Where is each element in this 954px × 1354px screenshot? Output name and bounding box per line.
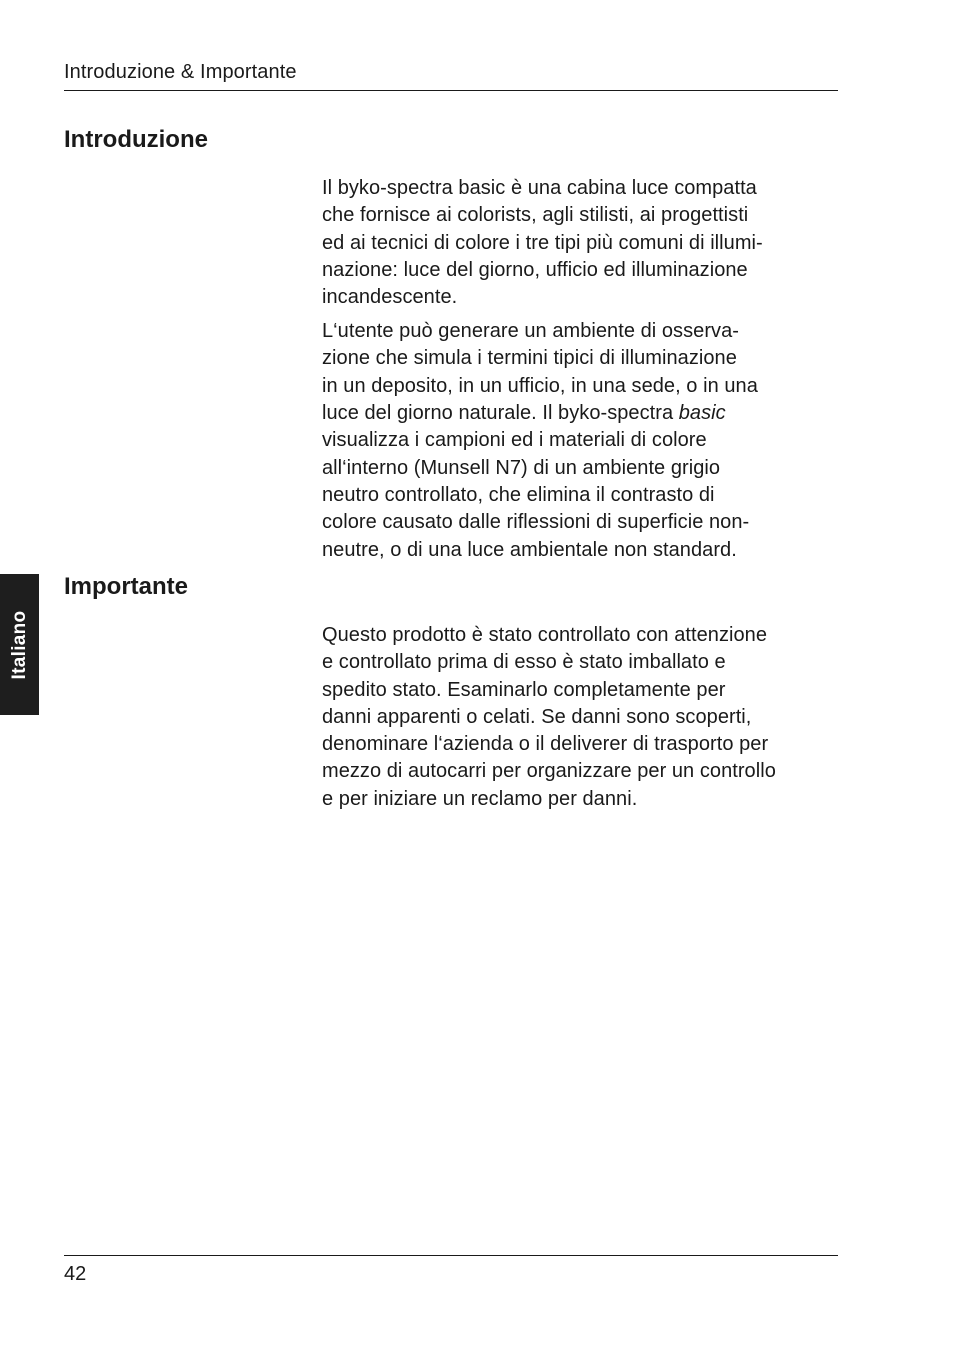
introduzione-body	[322, 175, 844, 564]
text-line: Il byko-spectra basic è una cabina luce compatta	[322, 177, 757, 199]
text-run: luce del giorno naturale. Il byko-spectra	[322, 402, 679, 425]
italic-product-name: basic	[678, 402, 726, 425]
text-line: neutre, o di una luce ambientale non standard.	[322, 538, 737, 561]
text-line: colore causato dalle riflessioni di superficie non-	[322, 511, 750, 534]
text-line: L‘utente può generare un ambiente di osserva-	[322, 320, 739, 343]
text-line	[322, 400, 844, 427]
text-line: che fornisce ai colorists, agli stilisti, ai progettisti	[322, 204, 749, 227]
text-line: Questo prodotto è stato controllato con attenzione	[322, 624, 768, 646]
text-line: danni apparenti o celati. Se danni sono scoperti,	[322, 705, 752, 728]
language-tab-label: Italiano	[8, 610, 30, 679]
importante-body	[322, 622, 844, 813]
text-line: zione che simula i termini tipici di illuminazione	[322, 347, 737, 370]
text-line: spedito stato. Esaminarlo completamente per	[322, 678, 726, 701]
text-line: neutro controllato, che elimina il contrasto di	[322, 483, 715, 506]
section-heading-introduzione: Introduzione	[64, 126, 208, 153]
text-line: all‘interno (Munsell N7) di un ambiente grigio	[322, 456, 721, 479]
header-rule	[64, 90, 838, 91]
text-line: mezzo di autocarri per organizzare per un controllo	[322, 760, 776, 783]
section-heading-importante: Importante	[64, 573, 189, 600]
text-line: incandescente.	[322, 286, 458, 309]
text-line: ed ai tecnici di colore i tre tipi più comuni di illumi-	[322, 231, 763, 254]
page-number: 42	[64, 1263, 87, 1285]
text-line: in un deposito, in un ufficio, in una sede, o in una	[322, 374, 758, 397]
text-line: e controllato prima di esso è stato imballato e	[322, 651, 726, 674]
text-line: nazione: luce del giorno, ufficio ed illuminazione	[322, 258, 748, 281]
language-tab	[0, 574, 39, 715]
importante-paragraph	[322, 622, 844, 813]
text-line: visualizza i campioni ed i materiali di colore	[322, 429, 707, 452]
text-line: denominare l‘azienda o il deliverer di trasporto per	[322, 733, 769, 756]
introduzione-paragraph-2	[322, 318, 844, 564]
introduzione-paragraph-1	[322, 175, 844, 311]
text-line: e per iniziare un reclamo per danni.	[322, 787, 638, 810]
running-header: Introduzione & Importante	[64, 61, 297, 83]
footer-rule	[64, 1255, 838, 1256]
